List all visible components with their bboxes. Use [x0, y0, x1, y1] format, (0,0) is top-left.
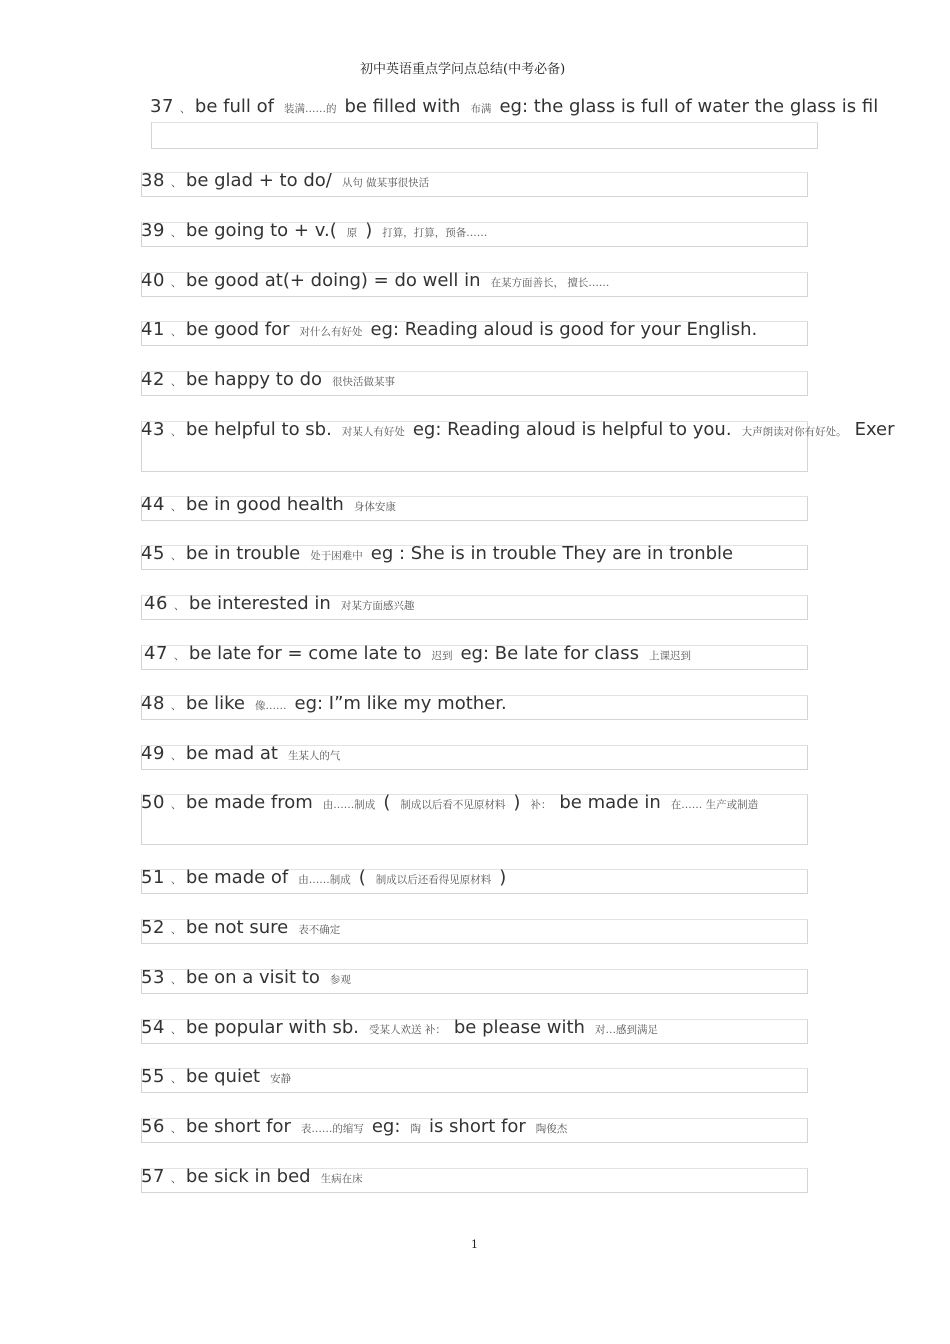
english-phrase: be good for [185, 319, 290, 340]
chinese-gloss: 打算，打算，预备…… [382, 227, 488, 239]
english-phrase: ( [358, 867, 366, 888]
english-phrase: ) [499, 867, 507, 888]
entry-number: 53 [141, 967, 165, 988]
english-phrase: eg: I”m like my mother. [294, 693, 507, 714]
entry-number: 49 [141, 743, 165, 764]
entry-line [141, 792, 766, 816]
entry-separator: 、 [170, 375, 182, 388]
english-phrase: Exer [854, 419, 895, 440]
chinese-gloss: 从句 做某事很快活 [341, 177, 430, 189]
entry-separator: 、 [170, 549, 182, 562]
english-phrase: be not sure [185, 917, 289, 938]
english-phrase: is short for [428, 1116, 526, 1137]
chinese-gloss: 生病在床 [320, 1173, 363, 1185]
entry-line [141, 220, 495, 244]
chinese-gloss: 陶 [410, 1123, 421, 1135]
entry-line [141, 543, 733, 567]
english-phrase: be full of [194, 96, 274, 117]
chinese-gloss: 上课迟到 [648, 650, 691, 662]
entry-separator: 、 [170, 798, 182, 811]
entry-separator: 、 [170, 699, 182, 712]
entry-separator: 、 [170, 1023, 182, 1036]
english-phrase: be helpful to sb. [185, 419, 332, 440]
english-phrase: be in good health [185, 494, 344, 515]
entry-number: 57 [141, 1166, 165, 1187]
chinese-gloss: 补： [530, 799, 552, 811]
entry-number: 43 [141, 419, 165, 440]
chinese-gloss: 表……的缩写 [300, 1123, 364, 1135]
english-phrase: be interested in [188, 593, 331, 614]
entry-line [141, 693, 507, 717]
chinese-gloss: 由……制成 [298, 874, 351, 886]
english-phrase: be quiet [185, 1066, 261, 1087]
chinese-gloss: 对…感到满足 [594, 1024, 658, 1036]
chinese-gloss: 在某方面善长， 擅长…… [490, 277, 610, 289]
chinese-gloss: 陶俊杰 [535, 1123, 568, 1135]
english-phrase: be going to + v.( [185, 220, 337, 241]
entry-number: 38 [141, 170, 165, 191]
entry-number: 41 [141, 319, 165, 340]
chinese-gloss: 很快活做某事 [332, 376, 396, 388]
chinese-gloss: 像…… [255, 700, 287, 712]
entry-separator: 、 [170, 500, 182, 513]
english-phrase: be filled with [344, 96, 461, 117]
chinese-gloss: 原 [346, 227, 358, 239]
chinese-gloss: 处于困难中 [310, 550, 363, 562]
english-phrase: eg : She is in trouble They are in tronble [370, 543, 734, 564]
entry-separator: 、 [170, 1172, 182, 1185]
entry-line [144, 593, 422, 617]
entry-box [151, 122, 818, 149]
entry-number: 55 [141, 1066, 165, 1087]
english-phrase: be mad at [185, 743, 278, 764]
entry-number: 46 [144, 593, 168, 614]
english-phrase: be on a visit to [185, 967, 320, 988]
chinese-gloss: 受某人欢送 补： [369, 1024, 446, 1036]
english-phrase: be good at(+ doing) = do well in [185, 270, 481, 291]
chinese-gloss: 生某人的气 [287, 750, 341, 762]
chinese-gloss: 由……制成 [322, 799, 376, 811]
english-phrase: eg: Reading aloud is helpful to you. [412, 419, 732, 440]
entry-number: 45 [141, 543, 165, 564]
english-phrase: be made in [559, 792, 661, 813]
entry-number: 52 [141, 917, 165, 938]
entry-line [141, 419, 895, 443]
chinese-gloss: 在…… 生产或制造 [670, 799, 759, 811]
chinese-gloss: 对某方面感兴趣 [340, 600, 415, 612]
chinese-gloss: 表不确定 [298, 924, 341, 936]
chinese-gloss: 制成以后还看得见原材料 [375, 874, 492, 886]
english-phrase: be late for = come late to [188, 643, 422, 664]
page-number: 1 [471, 1238, 478, 1251]
entry-line [141, 369, 403, 393]
english-phrase: be sick in bed [185, 1166, 311, 1187]
entry-number: 50 [141, 792, 165, 813]
english-phrase: be made from [185, 792, 313, 813]
chinese-gloss: 对某人有好处 [341, 426, 405, 438]
entry-line [150, 96, 878, 120]
entry-line [141, 1116, 575, 1140]
entry-separator: 、 [170, 1072, 182, 1085]
entry-line [141, 967, 359, 991]
entry-number: 56 [141, 1116, 165, 1137]
chinese-gloss: 制成以后看不见原材料 [400, 799, 506, 811]
entry-separator: 、 [170, 425, 182, 438]
entry-number: 54 [141, 1017, 165, 1038]
entry-line [141, 270, 617, 294]
entry-separator: 、 [170, 276, 182, 289]
entry-number: 39 [141, 220, 165, 241]
entry-line [141, 319, 757, 343]
chinese-gloss: 装满……的 [283, 103, 337, 115]
entry-separator: 、 [170, 226, 182, 239]
entry-line [141, 867, 506, 891]
chinese-gloss: 对什么有好处 [299, 326, 363, 338]
english-phrase: eg: Reading aloud is good for your English. [370, 319, 758, 340]
entry-number: 51 [141, 867, 165, 888]
english-phrase: be in trouble [185, 543, 301, 564]
english-phrase: be popular with sb. [185, 1017, 359, 1038]
english-phrase: be glad + to do/ [185, 170, 332, 191]
entry-separator: 、 [170, 873, 182, 886]
english-phrase: eg: the glass is full of water the glass is fil [499, 96, 879, 117]
entry-line [141, 1166, 371, 1190]
entry-number: 37 [150, 96, 174, 117]
entry-number: 48 [141, 693, 165, 714]
chinese-gloss: 安静 [270, 1073, 292, 1085]
english-phrase: eg: Be late for class [460, 643, 639, 664]
chinese-gloss: 布满 [470, 103, 492, 115]
entry-line [141, 494, 404, 518]
chinese-gloss: 身体安康 [353, 501, 396, 513]
english-phrase: ( [383, 792, 391, 813]
english-phrase: be short for [185, 1116, 291, 1137]
entry-number: 47 [144, 643, 168, 664]
entry-number: 42 [141, 369, 165, 390]
entry-line [141, 1017, 666, 1041]
english-phrase: be please with [453, 1017, 585, 1038]
english-phrase: be like [185, 693, 245, 714]
entry-separator: 、 [170, 923, 182, 936]
entry-separator: 、 [170, 1122, 182, 1135]
english-phrase: be made of [185, 867, 289, 888]
chinese-gloss: 迟到 [431, 650, 453, 662]
entry-separator: 、 [179, 102, 191, 115]
entry-separator: 、 [173, 599, 185, 612]
chinese-gloss: 参观 [329, 974, 351, 986]
entry-separator: 、 [170, 749, 182, 762]
english-phrase: eg: [371, 1116, 401, 1137]
entry-line [141, 917, 348, 941]
page-title: 初中英语重点学问点总结(中考必备) [360, 62, 566, 77]
entry-line [144, 643, 699, 667]
entry-separator: 、 [170, 973, 182, 986]
entry-separator: 、 [170, 176, 182, 189]
entry-separator: 、 [170, 325, 182, 338]
entry-line [141, 743, 348, 767]
english-phrase: ) [513, 792, 521, 813]
entry-number: 40 [141, 270, 165, 291]
english-phrase: ) [365, 220, 373, 241]
entry-line [141, 170, 437, 194]
chinese-gloss: 大声朗读对你有好处。 [741, 426, 847, 438]
english-phrase: be happy to do [185, 369, 323, 390]
entry-separator: 、 [173, 649, 185, 662]
entry-number: 44 [141, 494, 165, 515]
entry-line [141, 1066, 299, 1090]
